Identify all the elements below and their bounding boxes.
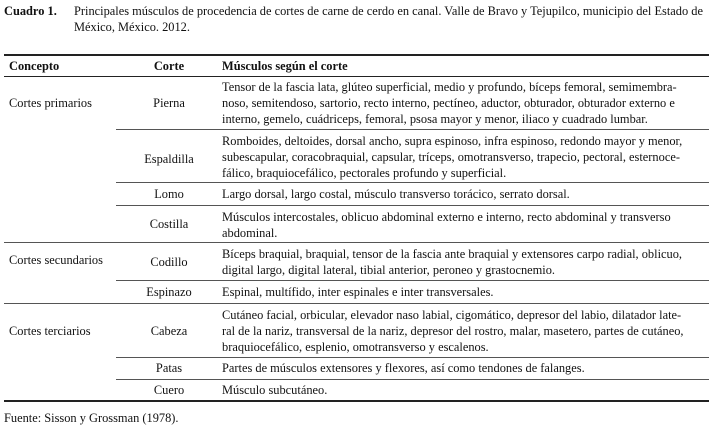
musculos-line: digital largo, digital lateral, tibial anterior, peroneo y grastocnemio. (222, 263, 556, 277)
musculos-line: noso, semitendoso, sartorio, recto interno, pectíneo, aductor, obturador, obturador externo e (222, 96, 675, 110)
caption-text: Principales músculos de procedencia de cortes de carne de cerdo en canal. Valle de Bravo y Tejupilco, municipio del Estado de México, México. 2012. (74, 4, 703, 34)
concept-primarios: Cortes primarios (9, 96, 92, 110)
musculos-codillo (222, 246, 707, 278)
musculos-line: fálico, braquiocefálico, pectorales profundo y superficial. (222, 166, 507, 180)
corte-cuero: Cuero (153, 383, 185, 397)
musculos-line: abdominal. (222, 226, 278, 240)
corte-cabeza: Cabeza (150, 324, 188, 338)
corte-costilla: Costilla (149, 217, 189, 231)
musculos-line: interno, gemelo, cuádriceps, femoral, psosa mayor y menor, iliaco y cuadrado lumbar. (222, 112, 648, 126)
musculos-line: Partes de músculos extensores y flexores, así como tendones de falanges. (222, 361, 585, 375)
musculos-lomo (222, 186, 707, 202)
corte-codillo: Codillo (150, 255, 188, 269)
row-divider (116, 357, 709, 358)
concept-secundarios: Cortes secundarios (9, 253, 103, 267)
header-corte: Corte (153, 59, 185, 73)
musculos-costilla (222, 209, 707, 241)
musculos-line: Bíceps braquial, braquial, tensor de la fascia ante braquial y extensores carpo radial, oblicuo, (222, 247, 682, 261)
musculos-espinazo (222, 284, 707, 300)
corte-lomo: Lomo (154, 187, 184, 201)
musculos-line: Largo dorsal, largo costal, músculo transverso torácico, serrato dorsal. (222, 187, 570, 201)
musculos-line: Músculo subcutáneo. (222, 383, 328, 397)
corte-espinazo: Espinazo (146, 285, 192, 299)
caption-label: Cuadro 1. (4, 4, 57, 18)
header-concepto: Concepto (9, 59, 60, 73)
table-source: Fuente: Sisson y Grossman (1978). (4, 411, 179, 425)
group-divider (4, 242, 709, 243)
musculos-pierna (222, 79, 707, 127)
table-bottom-rule (4, 400, 709, 402)
row-divider (116, 182, 709, 183)
musculos-line: braquiocefálico, esplenio, omotransverso y escalenos. (222, 340, 489, 354)
musculos-line: Romboides, deltoides, dorsal ancho, supra espinoso, infra espinoso, redondo mayor y menor, (222, 134, 683, 148)
musculos-line: Tensor de la fascia lata, glúteo superficial, medio y profundo, bíceps femoral, semimembra- (222, 80, 677, 94)
header-rule (4, 76, 709, 77)
musculos-line: ral de la nariz, transversal de la nariz, depresor del rostro, malar, masetero, partes de cutáneo, (222, 324, 684, 338)
table-caption (4, 3, 709, 35)
musculos-line: Espinal, multífido, inter espinales e inter transversales. (222, 285, 494, 299)
row-divider (116, 379, 709, 380)
row-divider (116, 205, 709, 206)
header-musculos: Músculos según el corte (222, 59, 348, 73)
musculos-cabeza (222, 307, 707, 355)
concept-terciarios: Cortes terciarios (9, 324, 91, 338)
musculos-espaldilla (222, 133, 707, 181)
musculos-cuero (222, 382, 707, 398)
group-divider (4, 303, 709, 304)
musculos-line: subescapular, coracobraquial, capsular, tríceps, omotransverso, trapecio, pectoral, esternoce- (222, 150, 680, 164)
row-divider (116, 129, 709, 130)
row-divider (116, 280, 709, 281)
corte-espaldilla: Espaldilla (144, 152, 194, 166)
musculos-line: Cutáneo facial, orbicular, elevador naso labial, cigomático, depresor del labio, dilatador late- (222, 308, 682, 322)
table-top-rule (4, 54, 709, 56)
musculos-line: Músculos intercostales, oblicuo abdominal externo e interno, recto abdominal y transverso (222, 210, 671, 224)
corte-patas: Patas (155, 361, 183, 375)
musculos-patas (222, 360, 707, 376)
corte-pierna: Pierna (153, 96, 185, 110)
